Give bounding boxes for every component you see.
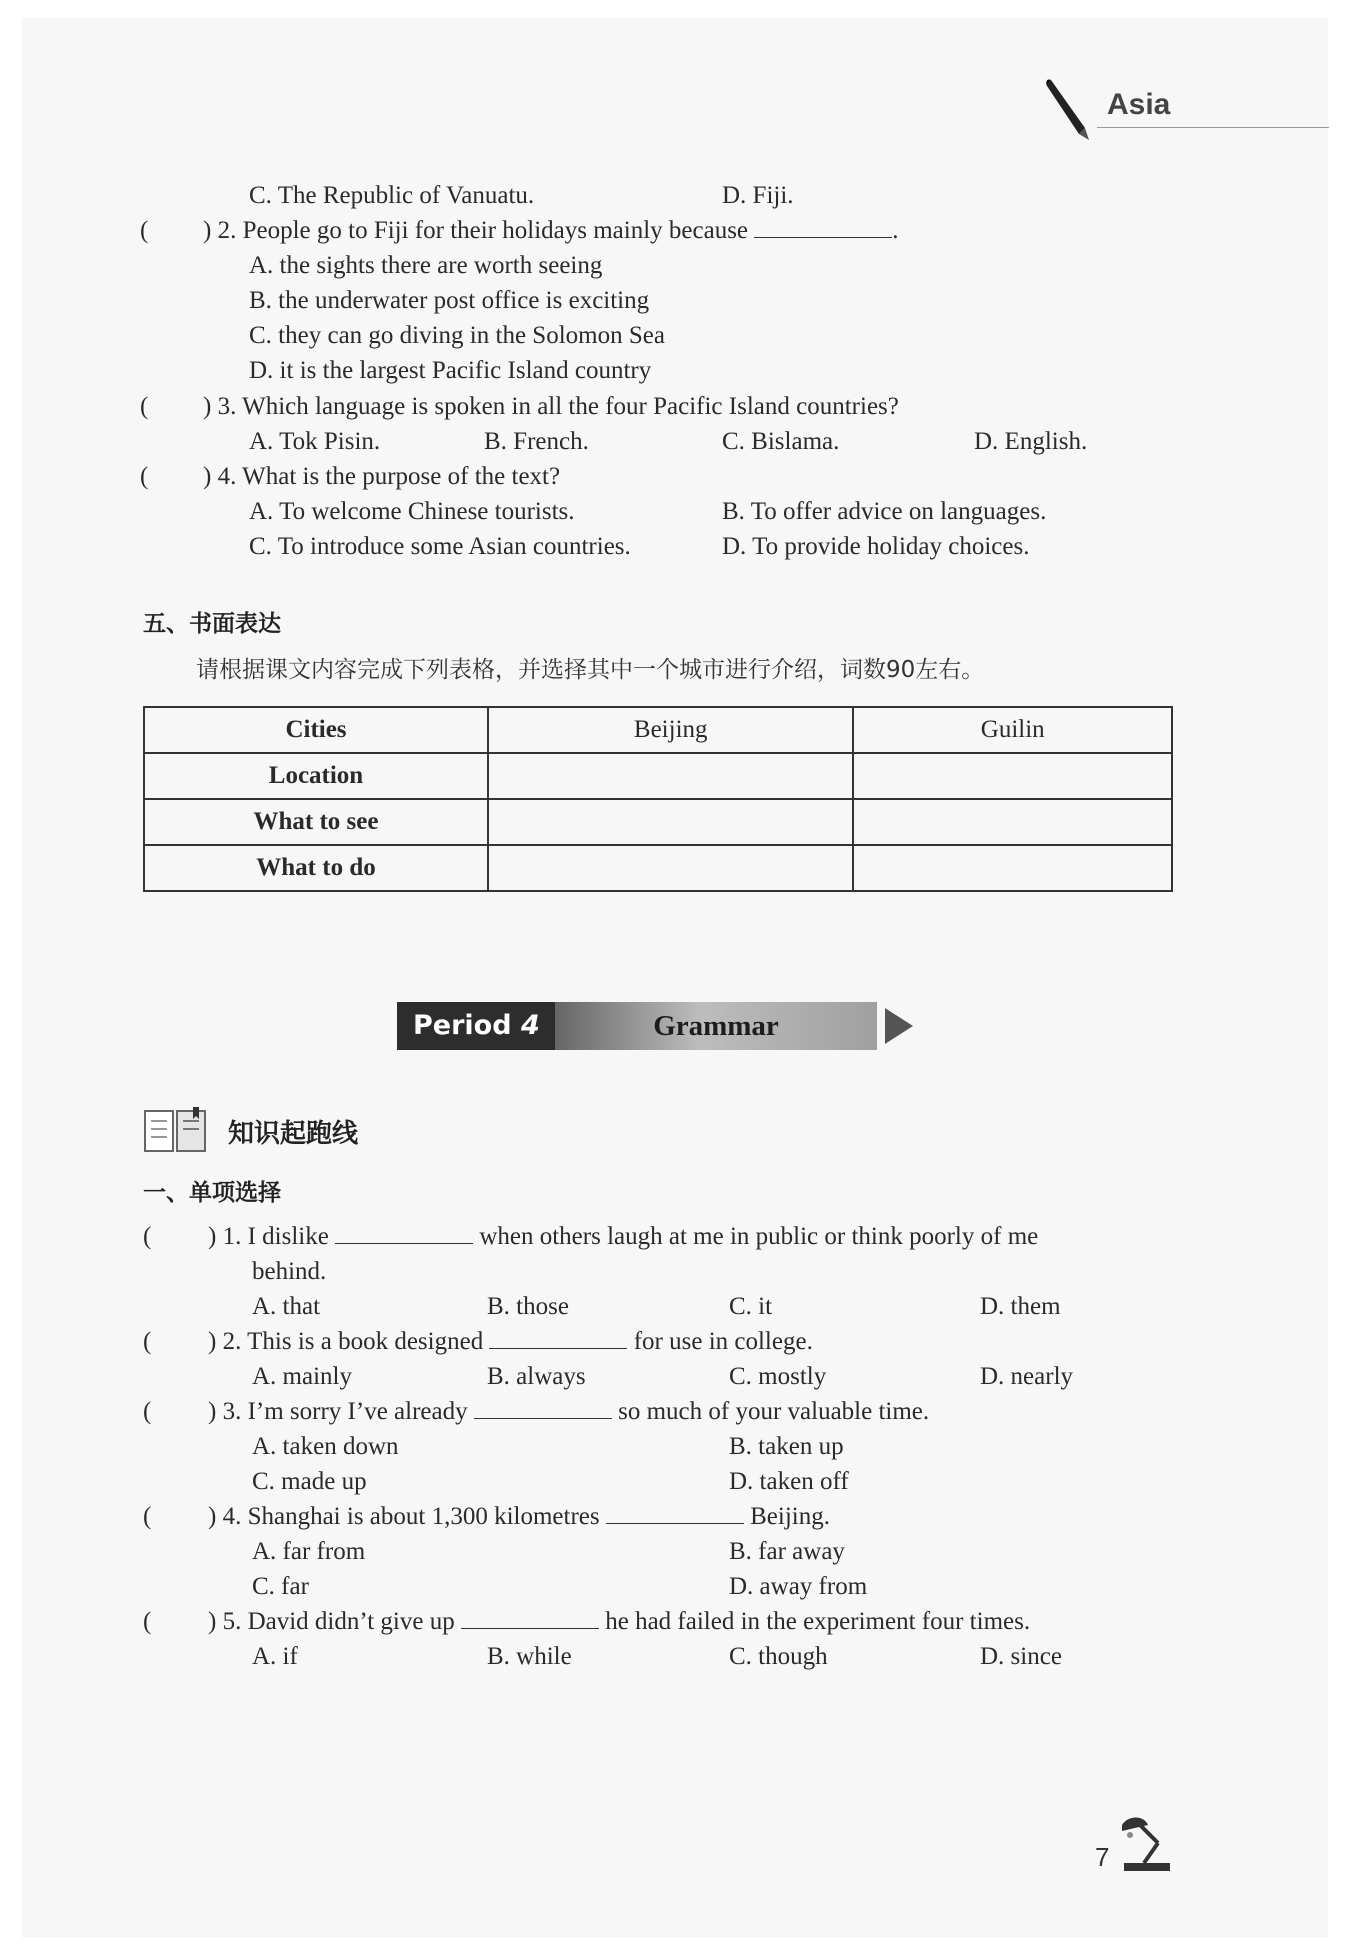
option-text: D. Fiji. <box>722 182 794 209</box>
row-label: Location <box>144 753 488 799</box>
period-number: 4 <box>520 1010 540 1041</box>
city-table <box>143 706 1173 892</box>
option-text: A. that <box>252 1293 321 1320</box>
answer-blank[interactable] <box>754 215 892 238</box>
answer-paren[interactable]: ( <box>143 1328 152 1355</box>
question-stem: ) 1. I dislike <box>208 1223 329 1250</box>
option-text: C. far <box>252 1573 309 1600</box>
option-text: D. since <box>980 1643 1062 1670</box>
question-stem: ) 3. Which language is spoken in all the four Pacific Island countries? <box>203 393 899 420</box>
answer-cell[interactable] <box>853 799 1172 845</box>
option-text: C. The Republic of Vanuatu. <box>249 182 535 209</box>
table-header-cell: Cities <box>144 707 488 753</box>
answer-paren[interactable]: ( <box>143 1398 152 1425</box>
option-text: D. To provide holiday choices. <box>722 533 1030 560</box>
option-text: D. taken off <box>729 1468 849 1495</box>
table-row <box>144 753 1172 799</box>
option-text: C. though <box>729 1643 828 1670</box>
section-heading-mc: 一、单项选择 <box>143 1180 281 1206</box>
option-text: A. taken down <box>252 1433 399 1460</box>
answer-cell[interactable] <box>853 845 1172 891</box>
table-header-cell: Guilin <box>853 707 1172 753</box>
option-text: C. it <box>729 1293 773 1320</box>
period-topic: Grammar <box>555 1002 877 1050</box>
question-text <box>203 213 899 248</box>
question-stem: ) 2. People go to Fiji for their holidays mainly because <box>203 217 749 244</box>
row-label: What to do <box>144 845 488 891</box>
question-stem: ) 3. I’m sorry I’ve already <box>208 1398 468 1425</box>
writing-instruction: 请根据课文内容完成下列表格，并选择其中一个城市进行介绍，词数90左右。 <box>196 657 985 683</box>
answer-cell[interactable] <box>853 753 1172 799</box>
question-text <box>208 1219 1038 1254</box>
header-rule <box>1097 127 1329 128</box>
option-text: B. always <box>487 1363 586 1390</box>
option-text: B. while <box>487 1643 572 1670</box>
option-text: A. far from <box>252 1538 366 1565</box>
option-text: A. Tok Pisin. <box>249 428 381 455</box>
answer-cell[interactable] <box>488 845 853 891</box>
page-number: 7 <box>1095 1842 1110 1872</box>
answer-paren[interactable]: ( <box>143 1223 152 1250</box>
question-text <box>203 459 560 494</box>
table-row <box>144 845 1172 891</box>
option-text: A. To welcome Chinese tourists. <box>249 498 575 525</box>
option-text: B. French. <box>484 428 589 455</box>
option-text: C. made up <box>252 1468 367 1495</box>
question-text <box>208 1604 1030 1639</box>
option-text: D. it is the largest Pacific Island country <box>249 357 652 384</box>
question-text <box>208 1499 830 1534</box>
question-rest: Beijing. <box>750 1503 830 1530</box>
option-text: D. nearly <box>980 1363 1074 1390</box>
answer-cell[interactable] <box>488 799 853 845</box>
period-label: Period 4 <box>397 1002 555 1050</box>
option-text: C. To introduce some Asian countries. <box>249 533 631 560</box>
chapter-title: Asia <box>1107 88 1171 121</box>
option-text: B. the underwater post office is exciting <box>249 287 650 314</box>
option-text: D. them <box>980 1293 1061 1320</box>
row-label: What to see <box>144 799 488 845</box>
answer-blank[interactable] <box>461 1606 599 1629</box>
book-icon <box>143 1107 209 1160</box>
answer-paren[interactable]: ( <box>140 463 149 490</box>
option-text: A. mainly <box>252 1363 352 1390</box>
option-text: A. if <box>252 1643 298 1670</box>
knowledge-title: 知识起跑线 <box>228 1119 359 1149</box>
question-stem: ) 5. David didn’t give up <box>208 1608 455 1635</box>
question-text <box>208 1324 813 1359</box>
table-row <box>144 707 1172 753</box>
option-text: C. mostly <box>729 1363 827 1390</box>
question-end: . <box>892 217 899 244</box>
answer-blank[interactable] <box>474 1396 612 1419</box>
option-text: B. far away <box>729 1538 845 1565</box>
answer-blank[interactable] <box>489 1326 627 1349</box>
option-text: A. the sights there are worth seeing <box>249 252 603 279</box>
answer-paren[interactable]: ( <box>140 217 149 244</box>
workbook-page <box>22 18 1328 1938</box>
question-stem: ) 4. What is the purpose of the text? <box>203 463 561 490</box>
question-text <box>208 1394 929 1429</box>
section-heading-writing: 五、书面表达 <box>143 611 281 637</box>
table-row <box>144 799 1172 845</box>
option-text: C. they can go diving in the Solomon Sea <box>249 322 665 349</box>
period-banner <box>397 1002 917 1050</box>
answer-paren[interactable]: ( <box>143 1608 152 1635</box>
question-stem: ) 2. This is a book designed <box>208 1328 484 1355</box>
option-text: B. taken up <box>729 1433 844 1460</box>
option-text: D. away from <box>729 1573 868 1600</box>
answer-paren[interactable]: ( <box>143 1503 152 1530</box>
question-stem: ) 4. Shanghai is about 1,300 kilometres <box>208 1503 600 1530</box>
pen-icon <box>1045 76 1095 149</box>
answer-blank[interactable] <box>606 1501 744 1524</box>
banner-arrow-icon <box>885 1008 913 1044</box>
answer-cell[interactable] <box>488 753 853 799</box>
option-text: D. English. <box>974 428 1088 455</box>
question-text <box>203 389 899 424</box>
question-rest: for use in college. <box>633 1328 813 1355</box>
question-rest: when others laugh at me in public or think poorly of me <box>479 1223 1039 1250</box>
desk-lamp-icon <box>1118 1815 1174 1878</box>
answer-blank[interactable] <box>335 1221 473 1244</box>
table-header-cell: Beijing <box>488 707 853 753</box>
option-text: B. To offer advice on languages. <box>722 498 1047 525</box>
option-text: C. Bislama. <box>722 428 840 455</box>
question-rest: so much of your valuable time. <box>618 1398 930 1425</box>
answer-paren[interactable]: ( <box>140 393 149 420</box>
question-continuation: behind. <box>252 1258 327 1285</box>
question-rest: he had failed in the experiment four times. <box>605 1608 1031 1635</box>
option-text: B. those <box>487 1293 569 1320</box>
